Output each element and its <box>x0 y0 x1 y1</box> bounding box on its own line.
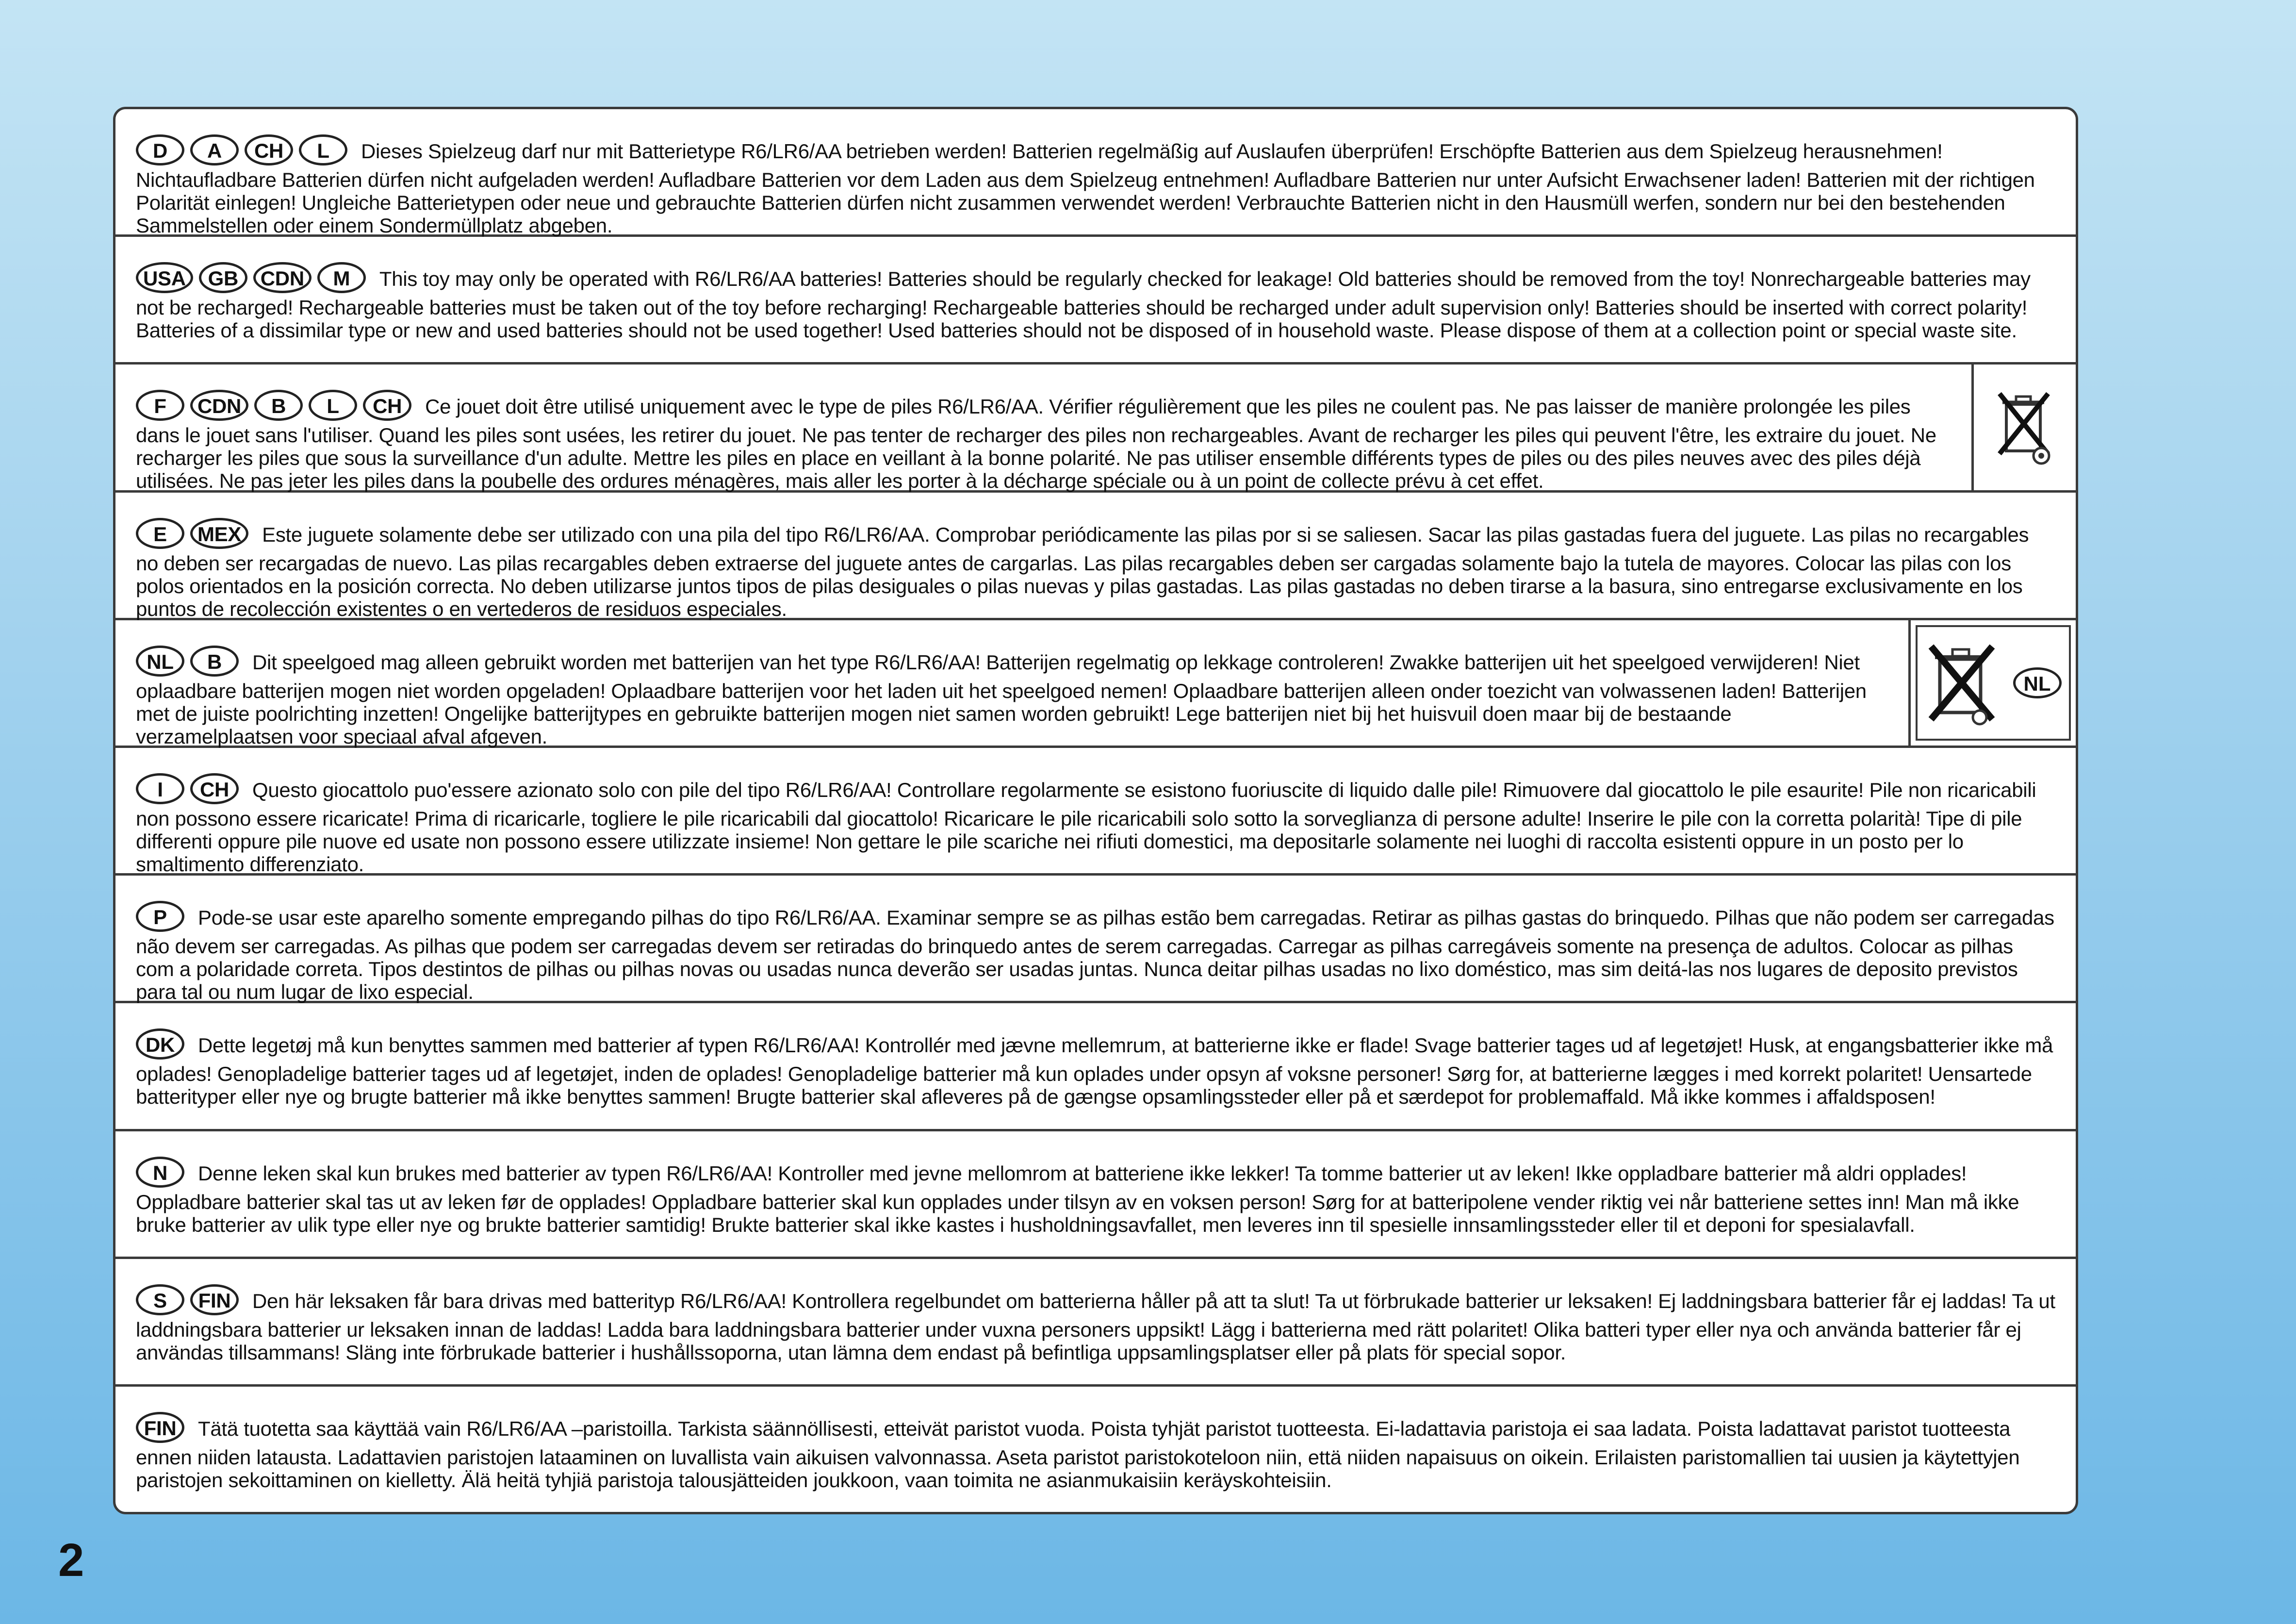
section-content <box>115 1259 2076 1384</box>
country-badge: F <box>136 390 184 421</box>
section-spanish <box>115 493 2076 620</box>
disposal-symbol-box <box>1908 620 2076 746</box>
country-badges <box>136 134 347 166</box>
country-badge: FIN <box>190 1284 239 1315</box>
section-french <box>115 365 2076 492</box>
country-badge: B <box>254 390 303 421</box>
disposal-symbol-frame <box>1916 625 2071 741</box>
country-badge: NL <box>136 646 184 677</box>
section-content <box>115 1003 2076 1128</box>
section-content <box>115 365 1971 493</box>
country-badge: I <box>136 773 184 804</box>
battery-instructions-panel <box>113 107 2078 1514</box>
section-content <box>115 237 2076 362</box>
section-content <box>115 1387 2076 1512</box>
section-content <box>115 109 2076 237</box>
instruction-text: Dette legetøj må kun benyttes sammen med batterier af typen R6/LR6/AA! Kontrollér med jævne mellemrum, at batterierne ikke er flade! Svage batterier tages ud af legetøjet! Husk, at engangsbatterier ikke må oplades! Genopladelige batterier tages ud af legetøjet, inden de oplades! Genopladelige batterier må kun oplades under opsyn af voksne personer! Sørg for, at batterierne lægges i med korrekt polaritet! Uensartede batterityper eller nye og brugte batterier må ikke benyttes sammen! Brugte batterier skal afleveres på de gængse opsamlingssteder eller på et særdepot for problemaffald. Må ikke kommes i affaldsposen! <box>136 1034 2053 1109</box>
country-badges <box>136 773 239 804</box>
country-badge: CDN <box>253 262 312 293</box>
country-badge: NL <box>2013 667 2062 698</box>
section-italian <box>115 748 2076 876</box>
country-badges <box>136 262 366 293</box>
country-badge: FIN <box>136 1412 184 1443</box>
section-content <box>115 493 2076 618</box>
instruction-text: Ce jouet doit être utilisé uniquement avec le type de piles R6/LR6/AA. Vérifier régulièrement que les piles ne coulent pas. Ne pas laisser de manière prolongée les piles dans le jouet sans l'utiliser. Quand les piles sont usées, les retirer du jouet. Ne pas tenter de recharger des piles non rechargeables. Avant de recharger les piles qui peuvent l'être, les extraire du jouet. Ne recharger les piles que sous la surveillance d'un adulte. Mettre les piles en place en veillant à la bonne polarité. Ne pas utiliser ensemble différents types de piles ou des piles neuves avec des piles déjà utilisées. Ne pas jeter les piles dans la poubelle des ordures ménagères, mais aller les porter à la décharge spéciale ou à un point de collecte prévu à cet effet. <box>136 395 1936 493</box>
country-badge: MEX <box>190 518 248 549</box>
country-badge: GB <box>199 262 247 293</box>
country-badges <box>136 1412 184 1443</box>
country-badge: M <box>317 262 366 293</box>
country-badges <box>136 390 411 421</box>
country-badge: P <box>136 901 184 932</box>
country-badge: L <box>299 134 347 166</box>
country-badge: B <box>190 646 239 677</box>
page-number: 2 <box>58 1534 84 1586</box>
instruction-text: Dit speelgoed mag alleen gebruikt worden met batterijen van het type R6/LR6/AA! Batterijen regelmatig op lekkage controleren! Zwakke batterijen uit het speelgoed verwijderen! Niet oplaadbare batterijen mogen niet worden opgeladen! Oplaadbare batterijen voor het laden uit het speelgoed nemen! Oplaadbare batterijen alleen onder toezicht van volwassenen laden! Batterijen met de juiste poolrichting inzetten! Ongelijke batterijtypes en gebruikte batterijen mogen niet samen worden gebruikt! Lege batterijen niet bij het huisvuil doen maar bij de bestaande verzamelplaatsen voor speciaal afval afgeven. <box>136 650 1867 748</box>
section-content <box>115 876 2076 1004</box>
country-badges <box>136 646 239 677</box>
crossed-bin-icon <box>1925 637 1998 729</box>
instruction-text: Pode-se usar este aparelho somente empregando pilhas do tipo R6/LR6/AA. Examinar sempre se as pilhas estão bem carregadas. Retirar as pilhas gastas do brinquedo. Pilhas que não podem ser carregadas não devem ser carregadas. As pilhas que podem ser carregadas devem ser retiradas do brinquedo antes de serem carregadas. Carregar as pilhas carregáveis somente na presença de adultos. Colocar as pilhas com a polaridade correta. Tipos destintos de pilhas ou pilhas novas ou usadas nunca deverão ser usadas juntas. Nunca deitar pilhas usadas no lixo doméstico, mas sim deitá-las nos lugares de deposito previstos para tal ou num lugar de lixo especial. <box>136 906 2054 1004</box>
instruction-text: Dieses Spielzeug darf nur mit Batterietype R6/LR6/AA betrieben werden! Batterien regelmäßig auf Auslaufen überprüfen! Erschöpfte Batterien aus dem Spielzeug herausnehmen! Nichtaufladbare Batterien dürfen nicht aufgeladen werden! Aufladbare Batterien vor dem Laden aus dem Spielzeug entnehmen! Aufladbare Batterien nur unter Aufsicht Erwachsener laden! Batterien mit der richtigen Polarität einlegen! Ungleiche Batterietypen oder neue und gebrauchte Batterien dürfen nicht zusammen verwendet werden! Verbrauchte Batterien nicht in den Hausmüll werfen, sondern nur bei den bestehenden Sammelstellen oder einem Sondermüllplatz abgeben. <box>136 140 2035 237</box>
instruction-text: Tätä tuotetta saa käyttää vain R6/LR6/AA –paristoilla. Tarkista säännöllisesti, etteivät paristot vuoda. Poista tyhjät paristot tuotteesta. Ei-ladattavia paristoja ei saa ladata. Poista ladattavat paristot tuotteesta ennen niiden latausta. Ladattavien paristojen lataaminen on luvallista vain aikuisen valvonnassa. Aseta paristot paristokoteloon niin, että niiden napaisuus on oikein. Erilaisten paristomallien tai uusien ja käytettyjen paristojen sekoittaminen on kielletty. Älä heitä tyhjiä paristoja talousjätteiden joukkoon, vaan toimita ne asianmukaisiin keräyskohteisiin. <box>136 1417 2020 1491</box>
country-badge: D <box>136 134 184 166</box>
section-english <box>115 237 2076 365</box>
section-german <box>115 109 2076 237</box>
country-badges <box>136 1284 239 1315</box>
country-badge: E <box>136 518 184 549</box>
crossed-bin-icon <box>1996 386 2054 468</box>
country-badges <box>136 518 248 549</box>
country-badge: CH <box>190 773 239 804</box>
section-swedish <box>115 1259 2076 1387</box>
instruction-text: Questo giocattolo puo'essere azionato solo con pile del tipo R6/LR6/AA! Controllare regolarmente se esistono fuoriuscite di liquido dalle pile! Rimuovere dal giocattolo le pile esaurite! Pile non ricaricabili non possono essere ricaricate! Prima di ricaricarle, togliere le pile ricaricabili dal giocattolo! Ricaricare le pile ricaricabili solo sotto la sorveglianza di persone adulte! Inserire le pile con la corretta polarità! Tipe di pile differenti oppure pile nuove ed usate non possono essere utilizzate insieme! Non gettare le pile scariche nei rifiuti domestici, ma depositarle solamente nei luoghi di raccolta esistenti oppure in un posto per lo smaltimento differenziato. <box>136 779 2036 876</box>
country-badge: DK <box>136 1028 184 1060</box>
country-badges <box>136 1157 184 1188</box>
section-content <box>115 1131 2076 1257</box>
disposal-symbol-box <box>1971 365 2076 490</box>
country-badges <box>136 901 184 932</box>
country-badge: CDN <box>190 390 248 421</box>
country-badges <box>136 1028 184 1060</box>
section-norwegian <box>115 1131 2076 1259</box>
instruction-text: Den här leksaken får bara drivas med batterityp R6/LR6/AA! Kontrollera regelbundet om batterierna håller på att ta slut! Ta ut förbrukade batterier ur leksaken! Ej laddningsbara batterier får ej laddas! Ta ut laddningsbara batterier ur leksaken innan de laddas! Ladda bara laddningsbara batterier under vuxna personers uppsikt! Lägg i batterierna med rätt polaritet! Olika batteri typer eller nya och använda batterier får ej användas tillsammans! Släng inte förbrukade batterier i hushållssoporna, utan lämna dem endast på befintliga uppsamlingsplatser eller på plats för special sopor. <box>136 1289 2055 1364</box>
country-badge: L <box>309 390 357 421</box>
section-danish <box>115 1003 2076 1131</box>
section-content <box>115 620 1908 746</box>
section-content <box>115 748 2076 876</box>
country-badge: A <box>190 134 239 166</box>
instruction-text: Este juguete solamente debe ser utilizado con una pila del tipo R6/LR6/AA. Comprobar periódicamente las pilas por si se saliesen. Sacar las pilas gastadas fuera del juguete. Las pilas no recargables no deben ser recargadas de nuevo. Las pilas recargables deben extraerse del juguete antes de cargarlas. Las pilas recargables deben ser cargadas solamente bajo la tutela de mayores. Colocar las pilas con los polos orientados en la posición correcta. No deben utilizarse juntos tipos de pilas desiguales o pilas nuevas y pilas gastadas. Las pilas gastadas no deben tirarse a la basura, sino entregarse exclusivamente en los puntos de recolección existentes o en vertederos de residuos especiales. <box>136 523 2029 620</box>
country-badge: S <box>136 1284 184 1315</box>
country-badge: USA <box>136 262 193 293</box>
section-portuguese <box>115 876 2076 1003</box>
country-badge: CH <box>245 134 293 166</box>
instruction-text: Denne leken skal kun brukes med batterier av typen R6/LR6/AA! Kontroller med jevne mellomrom at batteriene ikke lekker! Ta tomme batterier ut av leken! Ikke oppladbare batterier må aldri opplades! Oppladbare batterier skal tas ut av leken før de opplades! Oppladbare batterier skal kun opplades under tilsyn av en voksen person! Sørg for at batteripolene vender riktig vei når batteriene settes inn! Man må ikke bruke batterier av ulik type eller nye og brukte batterier samtidig! Brukte batterier skal ikke kastes i husholdningsavfallet, men leveres inn til spesielle innsamlingssteder eller til et deponi for spesialavfall. <box>136 1161 2019 1236</box>
country-badge: N <box>136 1157 184 1188</box>
section-finnish <box>115 1387 2076 1512</box>
section-dutch <box>115 620 2076 748</box>
country-badge: CH <box>363 390 411 421</box>
instruction-text: This toy may only be operated with R6/LR6/AA batteries! Batteries should be regularly checked for leakage! Old batteries should be removed from the toy! Nonrechargeable batteries may not be recharged! Rechargeable batteries must be taken out of the toy before recharging! Rechargeable batteries should be recharged under adult supervision only! Batteries should be inserted with correct polarity! Batteries of a dissimilar type or new and used batteries should not be used together! Used batteries should not be disposed of in household waste. Please dispose of them at a collection point or special waste site. <box>136 267 2031 342</box>
